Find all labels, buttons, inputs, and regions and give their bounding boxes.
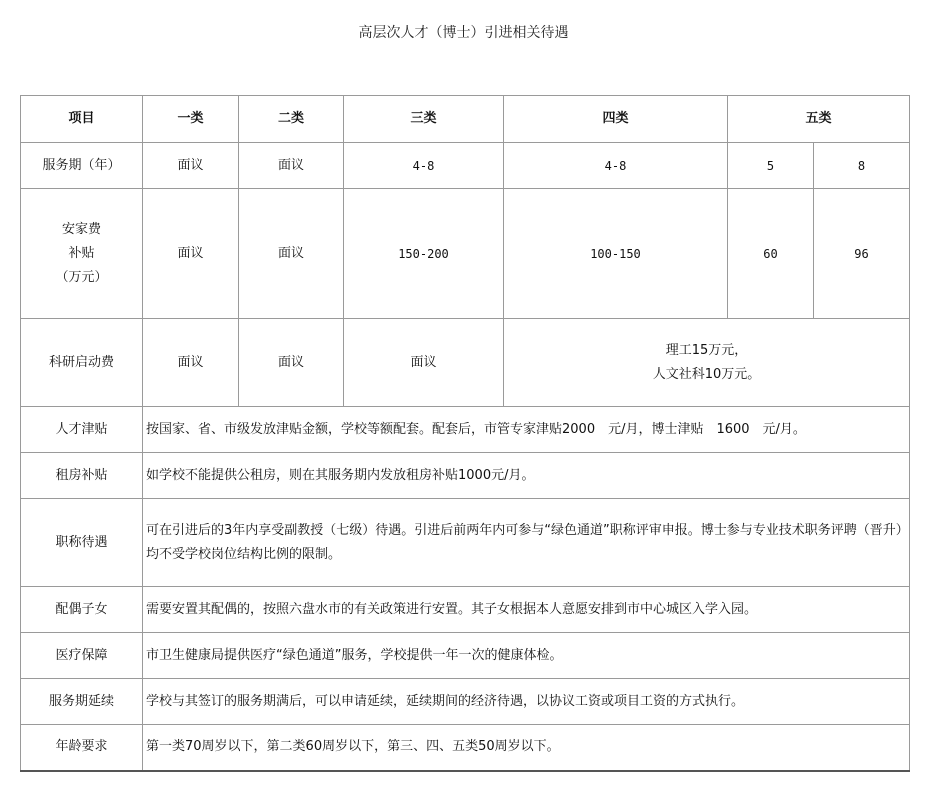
service-period-class-3: 4-8 (344, 143, 504, 189)
spouse-children-text: 需要安置其配偶的，按照六盘水市的有关政策进行安置。其子女根据本人意愿安排到市中心城区入学入园。 (143, 587, 910, 633)
extension-row (21, 679, 910, 725)
talent-allowance-text: 按国家、省、市级发放津贴金额，学校等额配套。配套后，市管专家津贴2000 元/月，博士津贴 1600 元/月。 (143, 407, 910, 453)
settling-fee-class-5b: 96 (814, 189, 910, 319)
settling-fee-row (21, 189, 910, 319)
research-fund-class-2: 面议 (239, 319, 344, 407)
research-fund-class-3: 面议 (344, 319, 504, 407)
header-class-3: 三类 (344, 96, 504, 143)
service-period-class-5a: 5 (728, 143, 814, 189)
page-title: 高层次人才（博士）引进相关待遇 (358, 25, 569, 41)
research-fund-class-1: 面议 (143, 319, 239, 407)
settling-fee-label (21, 189, 143, 319)
rent-subsidy-row (21, 453, 910, 499)
medical-label: 医疗保障 (21, 633, 143, 679)
service-period-class-1: 面议 (143, 143, 239, 189)
age-text: 第一类70周岁以下，第二类60周岁以下，第三、四、五类50周岁以下。 (143, 725, 910, 771)
title-treatment-label: 职称待遇 (21, 499, 143, 587)
service-period-class-2: 面议 (239, 143, 344, 189)
settling-fee-label-line3: （万元） (55, 269, 108, 285)
extension-text: 学校与其签订的服务期满后，可以申请延续，延续期间的经济待遇，以协议工资或项目工资的方式执行。 (143, 679, 910, 725)
medical-row (21, 633, 910, 679)
research-fund-label: 科研启动费 (21, 319, 143, 407)
settling-fee-class-4: 100-150 (504, 189, 728, 319)
header-class-5: 五类 (728, 96, 910, 143)
benefits-table (20, 95, 910, 772)
research-fund-science-line: 理工15万元， (665, 342, 748, 358)
service-period-class-4: 4-8 (504, 143, 728, 189)
service-period-row (21, 143, 910, 189)
spouse-children-row (21, 587, 910, 633)
rent-subsidy-label: 租房补贴 (21, 453, 143, 499)
research-fund-class-4-5 (504, 319, 910, 407)
title-treatment-text: 可在引进后的3年内享受副教授（七级）待遇。引进后前两年内可参与“绿色通道”职称评审申报。博士参与专业技术职务评聘（晋升）均不受学校岗位结构比例的限制。 (143, 499, 910, 587)
talent-allowance-label: 人才津贴 (21, 407, 143, 453)
header-class-2: 二类 (239, 96, 344, 143)
service-period-label: 服务期（年） (21, 143, 143, 189)
extension-label: 服务期延续 (21, 679, 143, 725)
talent-allowance-row (21, 407, 910, 453)
research-fund-row (21, 319, 910, 407)
research-fund-humanities-line: 人文社科10万元。 (652, 366, 761, 382)
settling-fee-class-3: 150-200 (344, 189, 504, 319)
settling-fee-class-5a: 60 (728, 189, 814, 319)
settling-fee-class-1: 面议 (143, 189, 239, 319)
header-class-4: 四类 (504, 96, 728, 143)
rent-subsidy-text: 如学校不能提供公租房，则在其服务期内发放租房补贴1000元/月。 (143, 453, 910, 499)
age-row (21, 725, 910, 771)
header-item: 项目 (21, 96, 143, 143)
age-label: 年龄要求 (21, 725, 143, 771)
settling-fee-label-line1: 安家费 (61, 221, 101, 237)
title-treatment-row (21, 499, 910, 587)
header-row (21, 96, 910, 143)
settling-fee-label-line2: 补贴 (68, 245, 95, 261)
spouse-children-label: 配偶子女 (21, 587, 143, 633)
medical-text: 市卫生健康局提供医疗“绿色通道”服务，学校提供一年一次的健康体检。 (143, 633, 910, 679)
settling-fee-class-2: 面议 (239, 189, 344, 319)
service-period-class-5b: 8 (814, 143, 910, 189)
header-class-1: 一类 (143, 96, 239, 143)
